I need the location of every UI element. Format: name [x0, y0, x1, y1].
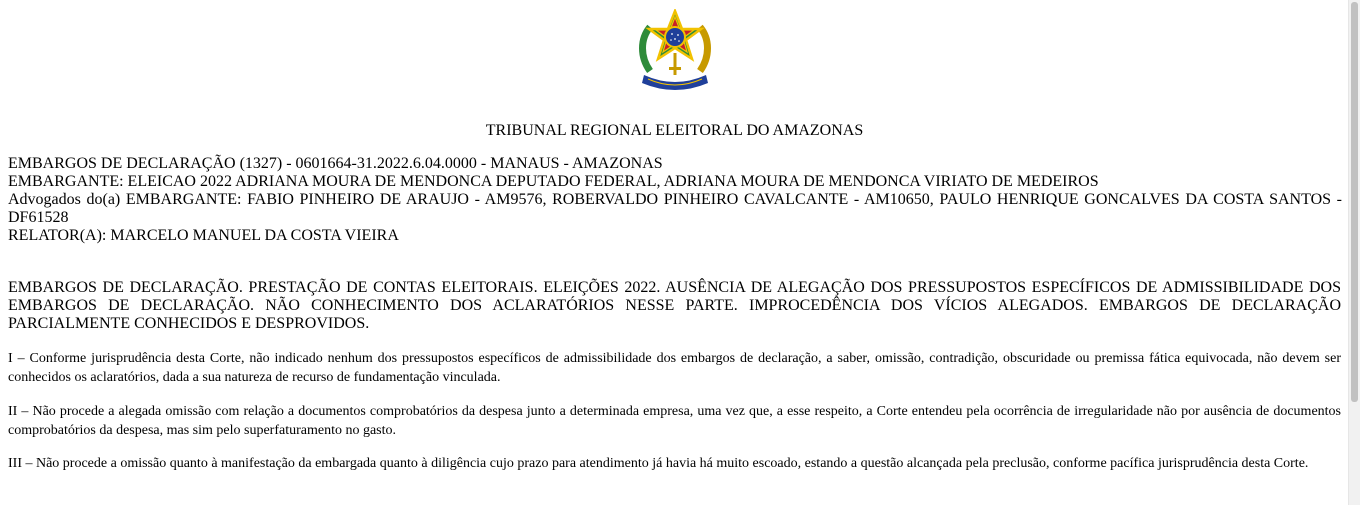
case-title: EMBARGOS DE DECLARAÇÃO (1327) - 0601664-31.2022.6.04.0000 - MANAUS - AMAZONAS	[8, 155, 663, 172]
court-name: TRIBUNAL REGIONAL ELEITORAL DO AMAZONAS	[485, 122, 864, 139]
paragraph-2: II – Não procede a alegada omissão com relação a documentos comprobatórios da despesa junto a determinada empresa, uma vez que, a esse respeito, a Corte entendeu pela ocorrência de irregularidade não por ausência de documentos comprobatórios da despesa, mas sim pelo superfaturamento no gasto.	[8, 404, 1341, 438]
case-relator: RELATOR(A): MARCELO MANUEL DA COSTA VIEIRA	[8, 227, 399, 244]
paragraph-3: III – Não procede a omissão quanto à manifestação da embargada quanto à diligência cujo prazo para atendimento já havia há muito escoado, estando a questão alcançada pela preclusão, conforme pacífica jurisprudência desta Corte.	[8, 456, 1309, 471]
case-advogados: Advogados do(a) EMBARGANTE: FABIO PINHEIRO DE ARAUJO - AM9576, ROBERVALDO PINHEIRO CAVALCANTE - AM10650, PAULO HENRIQUE GONCALVES DA COSTA SANTOS - DF61528	[8, 191, 1342, 226]
brazil-coat-of-arms-icon	[636, 9, 714, 95]
case-header	[8, 155, 1342, 245]
vertical-scrollbar[interactable]	[1348, 0, 1360, 505]
paragraph-1: I – Conforme jurisprudência desta Corte, não indicado nenhum dos pressupostos específicos de admissibilidade dos embargos de declaração, a saber, omissão, contradição, obscuridade ou premissa fática equivocada, não devem ser conhecidos os aclaratórios, dada a sua natureza de recurso de fundamentação vinculada.	[8, 351, 1341, 385]
ementa-summary: EMBARGOS DE DECLARAÇÃO. PRESTAÇÃO DE CONTAS ELEITORAIS. ELEIÇÕES 2022. AUSÊNCIA DE ALEGAÇÃO DOS PRESSUPOSTOS ESPECÍFICOS DE ADMISSIBILIDADE DOS EMBARGOS DE DECLARAÇÃO. NÃO CONHECIMENTO DOS ACLARATÓRIOS NESSE PARTE. IMPROCEDÊNCIA DOS VÍCIOS ALEGADOS. EMBARGOS DE DECLARAÇÃO PARCIALMENTE CONHECIDOS E DESPROVIDOS.	[8, 279, 1341, 332]
scrollbar-thumb[interactable]	[1351, 2, 1358, 402]
case-embargante: EMBARGANTE: ELEICAO 2022 ADRIANA MOURA DE MENDONCA DEPUTADO FEDERAL, ADRIANA MOURA DE MENDONCA VIRIATO DE MEDEIROS	[8, 173, 1099, 190]
